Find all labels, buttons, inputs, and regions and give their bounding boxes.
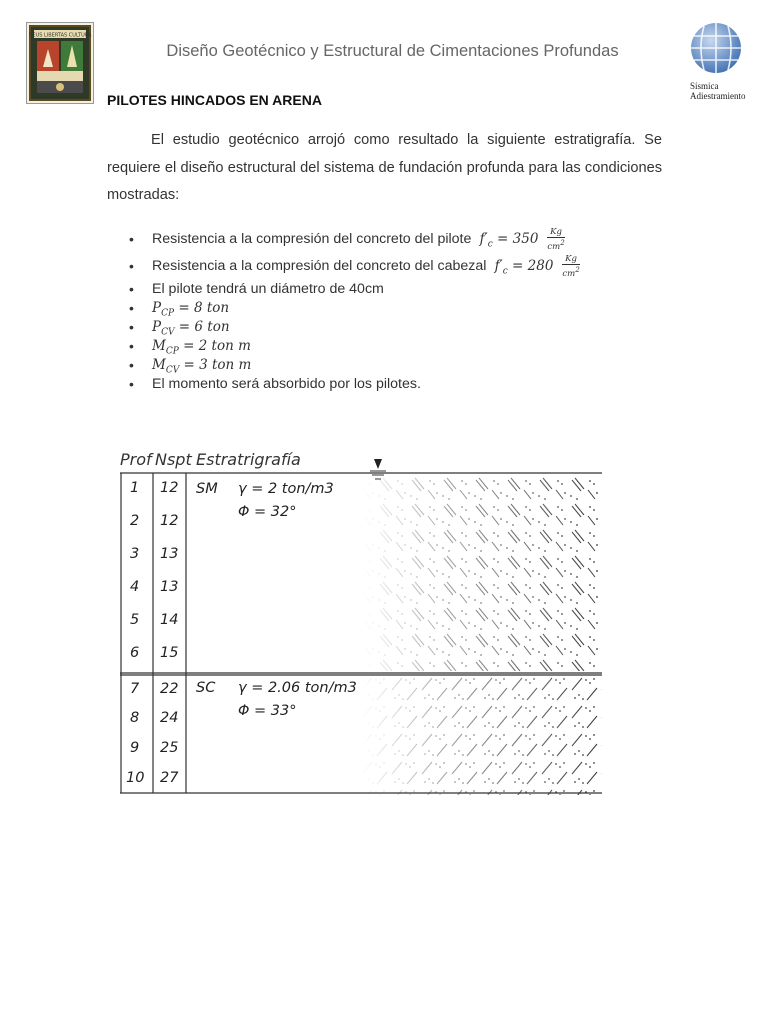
friction-angle-sm: Φ = 32° [238,504,297,520]
list-item: • $M_{CP} = 2$ ton m [107,337,667,356]
prof-cell: 2 [130,513,140,529]
logo-text-line2: Adiestramiento [690,91,746,101]
nspt-cell: 22 [160,681,179,697]
mcv-value: = 3 ton m [183,357,252,373]
document-header-title: Diseño Geotécnico y Estructural de Cimentaciones Profundas [166,42,619,60]
design-conditions-list [107,226,667,394]
unit-fraction: $\frac{Kg}{cm^2}$ [547,226,565,252]
university-logo [26,22,94,104]
fc-symbol: $f'_c$ = [490,258,528,277]
list-item [107,280,667,299]
unit-weight-sm: γ = 2 ton/m3 [238,481,334,497]
fc-pile-value: 350 [512,231,539,247]
column-header-nspt: Nspt [155,450,192,469]
nspt-cell: 15 [160,645,179,661]
nspt-cell: 27 [160,770,179,786]
moment-note-text: El momento será absorbido por los pilotes. [152,376,421,392]
unit-weight-sc: γ = 2.06 ton/m3 [238,680,357,696]
nspt-cell: 12 [160,480,179,496]
sismica-logo [686,20,752,102]
stratigraphy-diagram [120,450,602,795]
nspt-cell: 25 [160,740,179,756]
logo-text-line1: Sísmica [690,81,719,91]
list-item: • $P_{CV} = 6$ ton [107,318,667,337]
pile-diameter-text: El pilote tendrá un diámetro de 40cm [152,281,384,297]
list-item [107,375,667,394]
soil-class-sm: SM [196,481,218,497]
prof-cell: 3 [130,546,140,562]
fc-symbol: $f'_c$ = [475,231,513,250]
prof-cell: 4 [130,579,140,595]
prof-cell: 7 [130,681,140,697]
mcp-value: = 2 ton m [183,338,251,354]
soil-class-sc: SC [196,680,216,696]
column-header-estratigrafia: Estratrigrafía [196,450,301,469]
prof-cell: 6 [130,645,140,661]
globe-icon [686,20,752,76]
list-item: • $M_{CV} = 3$ ton m [107,356,667,375]
crest-icon [27,23,93,103]
pcv-value: = 6 ton [178,319,230,335]
unit-fraction: $\frac{Kg}{cm^2}$ [562,253,580,279]
column-header-prof: Prof [120,450,152,469]
list-item: • $P_{CP} = 8$ ton [107,299,667,318]
nspt-cell: 12 [160,513,179,529]
list-item [107,226,667,253]
prof-cell: 9 [130,740,140,756]
logo-motto: DEUS LIBERTAS CULTURA [28,32,92,39]
fc-cap-value: 280 [527,258,554,274]
concrete-cap-strength-label: Resistencia a la compresión del concreto del cabezal [152,258,487,274]
section-title: PILOTES HINCADOS EN ARENA [107,92,322,108]
prof-cell: 5 [130,612,140,628]
nspt-cell: 24 [160,710,179,726]
pcp-value: = 8 ton [178,300,230,316]
intro-paragraph: El estudio geotécnico arrojó como resultado la siguiente estratigrafía. Se requiere el diseño estructural del sistema de fundación profunda para las condiciones mostradas: [107,132,662,203]
prof-cell: 1 [130,480,140,496]
concrete-pile-strength-label: Resistencia a la compresión del concreto del pilote [152,231,472,247]
nspt-cell: 13 [160,546,179,562]
prof-cell: 10 [126,770,145,786]
prof-cell: 8 [130,710,140,726]
list-item [107,253,667,280]
nspt-cell: 13 [160,579,179,595]
friction-angle-sc: Φ = 33° [238,703,297,719]
nspt-cell: 14 [160,612,179,628]
